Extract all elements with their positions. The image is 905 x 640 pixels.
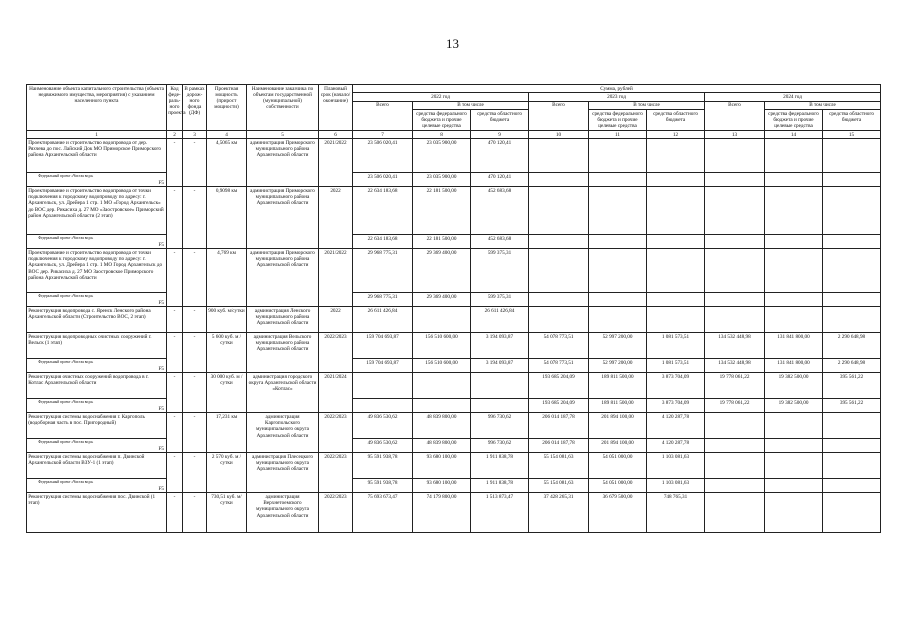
header-year-2024: 2024 год <box>705 93 881 101</box>
program-amount-cell <box>823 293 881 307</box>
amount-cell <box>647 187 705 235</box>
period: 2021/2022 <box>319 249 353 307</box>
program-name: Федеральный проект «Чистая вода» <box>38 399 94 404</box>
header-total-2023: Всего <box>529 101 589 130</box>
customer: администрация Вельского муниципального района Архангельской области <box>247 333 319 373</box>
program-amount-cell: 996 730,62 <box>471 439 529 453</box>
period: 2021/2022 <box>319 139 353 187</box>
program-amount-cell <box>705 293 765 307</box>
program-amount-cell <box>765 439 823 453</box>
program-amount-cell: 395 561,22 <box>823 399 881 413</box>
object-name: Проектирование и строительство водопровода от точки подключения к городскому водопроводу по адресу: г. Архангельск, ул. Дрейера 1 стр. 1 МО Город Архангельск до ВОС дер. Рикасиха д. 27 МО Заостровское Приморского района Архангельской области <box>27 249 167 293</box>
amount-cell: 2 290 648,98 <box>823 333 881 359</box>
column-number: 15 <box>823 130 881 138</box>
program-row <box>27 439 881 453</box>
table-row <box>27 453 881 479</box>
program-code: F5 <box>158 366 164 373</box>
period: 2022/2023 <box>319 453 353 493</box>
program-amount-cell: 23 506 020,41 <box>353 173 413 187</box>
federal-code: - <box>167 249 183 307</box>
program-code: F5 <box>158 180 164 187</box>
program-name: Федеральный проект «Чистая вода» <box>38 173 94 178</box>
amount-cell: 159 704 693,87 <box>353 333 413 359</box>
program-amount-cell <box>705 439 765 453</box>
amount-cell: 131 841 800,00 <box>765 333 823 359</box>
road-fund: - <box>183 333 207 373</box>
amount-cell <box>529 249 589 293</box>
program-amount-cell <box>765 235 823 249</box>
amount-cell <box>823 187 881 235</box>
column-number: 14 <box>765 130 823 138</box>
header-incl-2022: В том числе <box>413 101 529 109</box>
amount-cell: 189 811 500,00 <box>589 373 647 399</box>
column-number: 12 <box>647 130 705 138</box>
program-amount-cell: 95 591 938,78 <box>353 479 413 493</box>
amount-cell <box>589 139 647 173</box>
column-number: 7 <box>353 130 413 138</box>
amount-cell: 36 679 500,00 <box>589 493 647 533</box>
amount-cell <box>647 249 705 293</box>
amount-cell <box>765 453 823 479</box>
road-fund: - <box>183 453 207 493</box>
amount-cell: 599 375,31 <box>471 249 529 293</box>
header-sum: Сумма, рублей <box>353 85 881 93</box>
column-number-row <box>27 130 881 138</box>
customer: администрация Плесецкого муниципального округа Архангельской области <box>247 453 319 493</box>
amount-cell <box>353 373 413 399</box>
capacity: 17,231 км <box>207 413 247 453</box>
program-amount-cell: 206 014 187,78 <box>529 439 589 453</box>
table-row <box>27 139 881 173</box>
amount-cell: 452 683,68 <box>471 187 529 235</box>
amount-cell <box>705 249 765 293</box>
program-amount-cell <box>589 173 647 187</box>
amount-cell <box>823 307 881 333</box>
period: 2022/2023 <box>319 413 353 453</box>
program-amount-cell <box>413 399 471 413</box>
amount-cell <box>705 413 765 439</box>
object-name: Реконструкция системы водоснабжения п. Двинской Архангельской области ВЗУ-1 (1 этап) <box>27 453 167 479</box>
amount-cell <box>823 139 881 173</box>
program-label <box>27 479 167 493</box>
amount-cell <box>529 187 589 235</box>
program-name: Федеральный проект «Чистая вода» <box>38 235 94 240</box>
header-period: Плановый срок (начало/окончание) <box>319 85 353 131</box>
customer: администрация Верхнетоемского муниципального округа Архангельской области <box>247 493 319 533</box>
table-row <box>27 249 881 293</box>
page-number: 13 <box>446 36 459 51</box>
road-fund: - <box>183 249 207 307</box>
program-amount-cell <box>765 479 823 493</box>
amount-cell <box>647 139 705 173</box>
program-label <box>27 359 167 373</box>
amount-cell <box>765 187 823 235</box>
amount-cell: 19 382 500,00 <box>765 373 823 399</box>
column-number: 6 <box>319 130 353 138</box>
federal-code: - <box>167 453 183 493</box>
column-number: 9 <box>471 130 529 138</box>
amount-cell <box>823 453 881 479</box>
amount-cell: 1 911 838,78 <box>471 453 529 479</box>
capacity: 0,9098 км <box>207 187 247 249</box>
header-incl-2023: В том числе <box>589 101 705 109</box>
amount-cell: 74 179 800,00 <box>413 493 471 533</box>
amount-cell: 75 693 673,47 <box>353 493 413 533</box>
header-customer: Наименование заказчика по объектам государственной (муниципальной) собственности <box>247 85 319 131</box>
program-amount-cell: 54 051 000,00 <box>589 479 647 493</box>
object-name: Реконструкция системы водоснабжения пос. Двинской (1 этап) <box>27 493 167 533</box>
program-amount-cell <box>589 235 647 249</box>
amount-cell: 26 611 426,84 <box>353 307 413 333</box>
period: 2022 <box>319 187 353 249</box>
amount-cell <box>529 139 589 173</box>
amount-cell: 55 154 081,63 <box>529 453 589 479</box>
program-name: Федеральный проект «Чистая вода» <box>38 479 94 484</box>
program-amount-cell: 2 290 648,98 <box>823 359 881 373</box>
program-amount-cell: 23 035 900,00 <box>413 173 471 187</box>
amount-cell: 1 103 081,63 <box>647 453 705 479</box>
program-amount-cell <box>647 173 705 187</box>
federal-code: - <box>167 493 183 533</box>
amount-cell <box>705 307 765 333</box>
amount-cell <box>705 139 765 173</box>
program-amount-cell: 134 532 448,98 <box>705 359 765 373</box>
amount-cell <box>765 493 823 533</box>
program-row <box>27 359 881 373</box>
table-row <box>27 307 881 333</box>
amount-cell <box>529 307 589 333</box>
program-amount-cell: 599 375,31 <box>471 293 529 307</box>
table-body <box>27 139 881 533</box>
program-amount-cell <box>765 173 823 187</box>
object-name: Реконструкция системы водоснабжения г. Каргополь (водоборная часть в пос. Пригородный) <box>27 413 167 439</box>
program-amount-cell <box>705 173 765 187</box>
amount-cell: 23 035 900,00 <box>413 139 471 173</box>
amount-cell <box>589 187 647 235</box>
capacity: 4,5065 км <box>207 139 247 187</box>
amount-cell: 3 194 093,87 <box>471 333 529 359</box>
program-code: F5 <box>158 446 164 453</box>
header-fed-2024: средства федерального бюджета и прочие целевые средства <box>765 110 823 131</box>
header-code: Код феде-раль-ного проекта <box>167 85 183 131</box>
object-name: Проектирование и строительство водопровода от точки подключения к городскому водопроводу по адресу: г. Архангельск, ул. Дрейера 1 стр. 1 МО «Город Архангельск» до ВОС дер. Рикасиха д. 27 МО «Заостровское» Приморский район Архангельской области (2 этап) <box>27 187 167 235</box>
amount-cell: 3 873 704,09 <box>647 373 705 399</box>
program-amount-cell: 19 778 061,22 <box>705 399 765 413</box>
amount-cell: 49 836 530,62 <box>353 413 413 439</box>
federal-code: - <box>167 187 183 249</box>
program-code: F5 <box>158 406 164 413</box>
capacity: 730,51 куб. м/сутки <box>207 493 247 533</box>
header-reg-2024: средства областного бюджета <box>823 110 881 131</box>
amount-cell <box>413 307 471 333</box>
program-name: Федеральный проект «Чистая вода» <box>38 359 94 364</box>
amount-cell: 22 634 183,68 <box>353 187 413 235</box>
road-fund: - <box>183 373 207 413</box>
amount-cell <box>647 307 705 333</box>
amount-cell: 93 680 100,00 <box>413 453 471 479</box>
object-name: Реконструкция очистных сооружений водопровода в г. Котлас Архангельской области <box>27 373 167 399</box>
program-amount-cell <box>823 235 881 249</box>
column-number: 2 <box>167 130 183 138</box>
amount-cell: 29 968 775,31 <box>353 249 413 293</box>
header-name: Наименование объекта капитального строительства (объекта недвижимого имущества, мероприятия) с указанием населенного пункта <box>27 85 167 131</box>
program-amount-cell: 193 685 204,09 <box>529 399 589 413</box>
period: 2022/2023 <box>319 333 353 373</box>
program-amount-cell: 93 680 100,00 <box>413 479 471 493</box>
program-label <box>27 399 167 413</box>
column-number: 1 <box>27 130 167 138</box>
customer: администрация Приморского муниципального района Архангельской области <box>247 249 319 307</box>
header-year-2023: 2023 год <box>529 93 705 101</box>
program-amount-cell: 201 894 100,00 <box>589 439 647 453</box>
federal-code: - <box>167 413 183 453</box>
program-amount-cell: 29 369 400,00 <box>413 293 471 307</box>
program-code: F5 <box>158 486 164 493</box>
amount-cell: 48 839 800,00 <box>413 413 471 439</box>
program-row <box>27 479 881 493</box>
amount-cell <box>765 139 823 173</box>
period: 2021/2024 <box>319 373 353 413</box>
object-name: Проектирование и строительство водопровода от дер. Ряхчева до пос. Лайский Док МО Приморское Приморского района Архангельской области <box>27 139 167 173</box>
federal-code: - <box>167 373 183 413</box>
amount-cell <box>823 493 881 533</box>
customer: администрация Приморского муниципального района Архангельской области <box>247 139 319 187</box>
table-row <box>27 413 881 439</box>
investment-table <box>26 84 881 533</box>
amount-cell: 54 078 773,51 <box>529 333 589 359</box>
header-fed-2022: средства федерального бюджета и прочие целевые средства <box>413 110 471 131</box>
program-amount-cell: 1 103 081,63 <box>647 479 705 493</box>
customer: администрация Каргопольского муниципального округа Архангельской области <box>247 413 319 453</box>
header-total-2022: Всего <box>353 101 413 130</box>
table-row <box>27 373 881 399</box>
capacity: 2 570 куб. м / сутки <box>207 453 247 493</box>
program-amount-cell <box>705 235 765 249</box>
road-fund: - <box>183 307 207 333</box>
amount-cell <box>765 249 823 293</box>
header-total-2024: Всего <box>705 101 765 130</box>
program-amount-cell <box>823 173 881 187</box>
column-number: 4 <box>207 130 247 138</box>
amount-cell: 1 081 573,51 <box>647 333 705 359</box>
amount-cell <box>705 453 765 479</box>
program-amount-cell <box>823 439 881 453</box>
amount-cell <box>705 493 765 533</box>
amount-cell <box>823 249 881 293</box>
column-number: 13 <box>705 130 765 138</box>
amount-cell: 52 997 200,00 <box>589 333 647 359</box>
program-amount-cell <box>647 293 705 307</box>
program-amount-cell: 189 811 500,00 <box>589 399 647 413</box>
amount-cell: 4 120 287,78 <box>647 413 705 439</box>
program-name: Федеральный проект «Чистая вода» <box>38 293 94 298</box>
object-name: Реконструкция водопровода с. Яренск Ленского района Архангельской области (Строительство ВОС, 2 этап) <box>27 307 167 333</box>
table-row <box>27 187 881 235</box>
amount-cell <box>589 307 647 333</box>
capacity: 30 000 куб. м / сутки <box>207 373 247 413</box>
program-amount-cell: 131 841 800,00 <box>765 359 823 373</box>
program-amount-cell: 49 836 530,62 <box>353 439 413 453</box>
amount-cell: 156 510 600,00 <box>413 333 471 359</box>
program-amount-cell: 156 510 600,00 <box>413 359 471 373</box>
program-amount-cell: 452 683,68 <box>471 235 529 249</box>
amount-cell <box>471 373 529 399</box>
customer: администрация Приморского муниципального района Архангельской области <box>247 187 319 249</box>
capacity: 900 куб. м/сутки <box>207 307 247 333</box>
program-amount-cell: 22 181 500,00 <box>413 235 471 249</box>
federal-code: - <box>167 139 183 187</box>
program-label <box>27 439 167 453</box>
program-amount-cell: 52 997 200,00 <box>589 359 647 373</box>
amount-cell: 996 730,62 <box>471 413 529 439</box>
header-program: В рамках дорож-ного фонда (ДФ) <box>183 85 207 131</box>
customer: администрация Ленского муниципального района Архангельской области <box>247 307 319 333</box>
header-capacity: Проектная мощность (прирост мощности) <box>207 85 247 131</box>
header-reg-2022: средства областного бюджета <box>471 110 529 131</box>
header-incl-2024: В том числе <box>765 101 881 109</box>
amount-cell: 23 506 020,41 <box>353 139 413 173</box>
amount-cell: 395 561,22 <box>823 373 881 399</box>
program-amount-cell: 470 120,41 <box>471 173 529 187</box>
road-fund: - <box>183 493 207 533</box>
amount-cell <box>765 307 823 333</box>
program-amount-cell: 1 911 838,78 <box>471 479 529 493</box>
amount-cell: 470 120,41 <box>471 139 529 173</box>
program-amount-cell: 55 154 081,63 <box>529 479 589 493</box>
road-fund: - <box>183 139 207 187</box>
program-amount-cell <box>353 399 413 413</box>
program-amount-cell <box>823 479 881 493</box>
column-number: 5 <box>247 130 319 138</box>
program-amount-cell <box>705 479 765 493</box>
program-label <box>27 293 167 307</box>
amount-cell: 29 369 400,00 <box>413 249 471 293</box>
program-amount-cell <box>765 293 823 307</box>
amount-cell: 95 591 938,78 <box>353 453 413 479</box>
column-number: 11 <box>589 130 647 138</box>
program-amount-cell: 22 634 183,68 <box>353 235 413 249</box>
federal-code: - <box>167 333 183 373</box>
header-year-2022: 2022 год <box>353 93 529 101</box>
amount-cell: 748 765,31 <box>647 493 705 533</box>
amount-cell: 19 778 061,22 <box>705 373 765 399</box>
amount-cell: 37 428 265,31 <box>529 493 589 533</box>
capacity: 5 600 куб. м / сутки <box>207 333 247 373</box>
program-row <box>27 235 881 249</box>
program-row <box>27 293 881 307</box>
program-amount-cell <box>471 399 529 413</box>
amount-cell: 1 513 873,47 <box>471 493 529 533</box>
program-amount-cell <box>529 173 589 187</box>
header-reg-2023: средства областного бюджета <box>647 110 705 131</box>
road-fund: - <box>183 413 207 453</box>
column-number: 10 <box>529 130 589 138</box>
program-code: F5 <box>158 242 164 249</box>
program-amount-cell: 29 968 775,31 <box>353 293 413 307</box>
program-code: F5 <box>158 300 164 307</box>
amount-cell <box>823 413 881 439</box>
program-amount-cell <box>529 235 589 249</box>
table-row <box>27 493 881 533</box>
column-number: 8 <box>413 130 471 138</box>
amount-cell: 134 532 448,98 <box>705 333 765 359</box>
object-name: Реконструкция водопроводных очистных сооружений г. Вельск (1 этап) <box>27 333 167 359</box>
amount-cell: 206 014 187,78 <box>529 413 589 439</box>
program-row <box>27 399 881 413</box>
header-fed-2023: средства федерального бюджета и прочие целевые средства <box>589 110 647 131</box>
amount-cell: 26 611 426,84 <box>471 307 529 333</box>
period: 2022/2023 <box>319 493 353 533</box>
program-label <box>27 235 167 249</box>
capacity: 4,769 км <box>207 249 247 307</box>
amount-cell <box>765 413 823 439</box>
program-amount-cell: 159 704 693,87 <box>353 359 413 373</box>
amount-cell: 193 685 204,09 <box>529 373 589 399</box>
program-amount-cell: 19 382 500,00 <box>765 399 823 413</box>
program-label <box>27 173 167 187</box>
road-fund: - <box>183 187 207 249</box>
program-amount-cell: 1 081 573,51 <box>647 359 705 373</box>
amount-cell: 54 051 000,00 <box>589 453 647 479</box>
amount-cell: 22 181 500,00 <box>413 187 471 235</box>
program-amount-cell <box>529 293 589 307</box>
program-amount-cell <box>589 293 647 307</box>
program-amount-cell <box>647 235 705 249</box>
federal-code: - <box>167 307 183 333</box>
customer: администрация городского округа Архангельской области «Котлас» <box>247 373 319 413</box>
program-amount-cell: 3 194 093,87 <box>471 359 529 373</box>
amount-cell <box>589 249 647 293</box>
column-number: 3 <box>183 130 207 138</box>
program-amount-cell: 4 120 287,78 <box>647 439 705 453</box>
table-row <box>27 333 881 359</box>
program-amount-cell: 48 839 800,00 <box>413 439 471 453</box>
amount-cell <box>705 187 765 235</box>
program-row <box>27 173 881 187</box>
amount-cell: 201 894 100,00 <box>589 413 647 439</box>
period: 2022 <box>319 307 353 333</box>
program-amount-cell: 54 078 773,51 <box>529 359 589 373</box>
amount-cell <box>413 373 471 399</box>
program-name: Федеральный проект «Чистая вода» <box>38 439 94 444</box>
program-amount-cell: 3 873 704,09 <box>647 399 705 413</box>
